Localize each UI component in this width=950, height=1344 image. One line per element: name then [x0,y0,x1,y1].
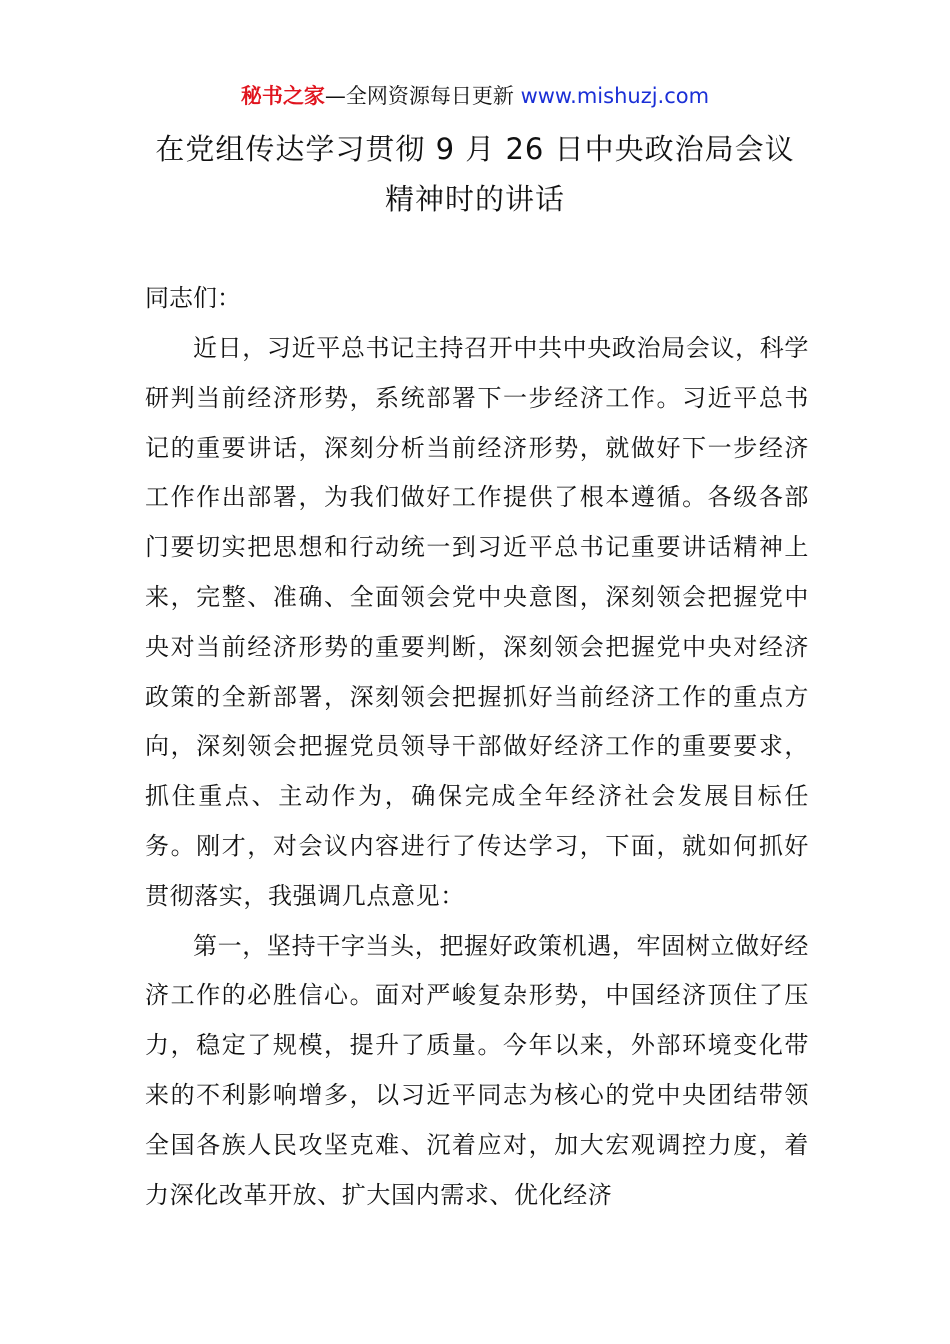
site-slogan: —全网资源每日更新 [324,84,521,108]
site-url-link[interactable]: www.mishuzj.com [520,84,710,108]
site-name: 秘书之家 [240,84,325,108]
salutation: 同志们： [145,284,241,312]
body-text [145,324,809,1220]
site-header [0,80,950,112]
title-line-1: 在党组传达学习贯彻 9 月 26 日中央政治局会议 [155,132,795,166]
title-line-2: 精神时的讲话 [384,182,565,216]
document-title [60,124,890,224]
paragraph-point-one: 第一，坚持干字当头，把握好政策机遇，牢固树立做好经济工作的必胜信心。面对严峻复杂形势，中国经济顶住了压力，稳定了规模，提升了质量。今年以来，外部环境变化带来的不利影响增多，以习近平同志为核心的党中央团结带领全国各族人民攻坚克难、沉着应对，加大宏观调控力度，着力深化改革开放、扩大国内需求、优化经济 [145,931,809,1209]
paragraph-intro: 近日，习近平总书记主持召开中共中央政治局会议，科学研判当前经济形势，系统部署下一步经济工作。习近平总书记的重要讲话，深刻分析当前经济形势，就做好下一步经济工作作出部署，为我们做好工作提供了根本遵循。各级各部门要切实把思想和行动统一到习近平总书记重要讲话精神上来，完整、准确、全面领会党中央意图，深刻领会把握党中央对当前经济形势的重要判断，深刻领会把握党中央对经济政策的全新部署，深刻领会把握抓好当前经济工作的重点方向，深刻领会把握党员领导干部做好经济工作的重要要求，抓住重点、主动作为，确保完成全年经济社会发展目标任务。刚才，对会议内容进行了传达学习，下面，就如何抓好贯彻落实，我强调几点意见： [145,334,809,910]
